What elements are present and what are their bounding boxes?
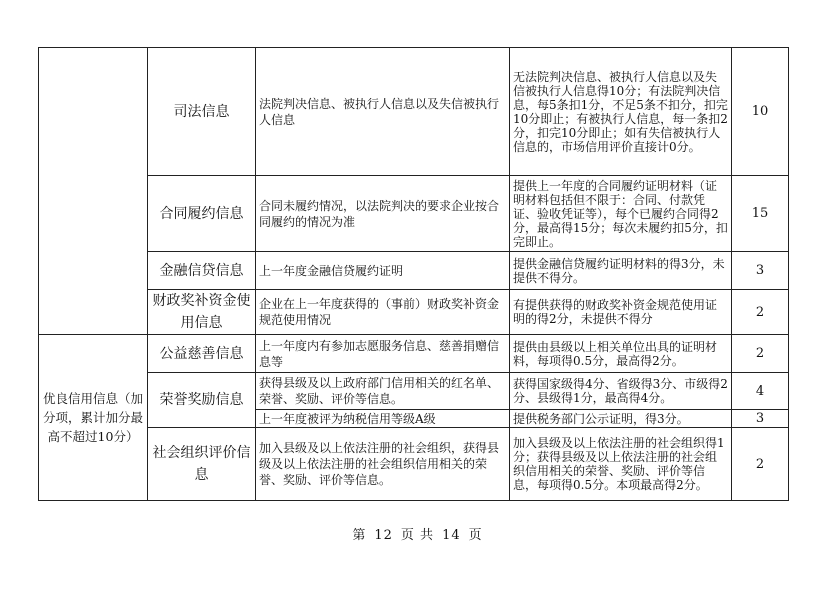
page-total: 14: [442, 528, 461, 543]
score-cell: 2: [732, 335, 789, 373]
criteria-cell: 提供税务部门公示证明，得3分。: [510, 410, 732, 428]
criteria-cell: 提供金融信贷履约证明材料的得3分，未提供不得分。: [510, 252, 732, 290]
score-cell: 15: [732, 176, 789, 252]
table-row: [39, 428, 789, 501]
footer-prefix: 第: [352, 528, 367, 543]
page-number: 12: [374, 528, 393, 543]
category-cell: 优良信用信息（加分项，累计加分最高不超过10分）: [39, 335, 148, 501]
score-cell: 4: [732, 373, 789, 410]
footer-suffix: 页: [468, 528, 483, 543]
table-row: [39, 48, 789, 176]
score-cell: 3: [732, 410, 789, 428]
table-row: [39, 373, 789, 410]
table-row: [39, 335, 789, 373]
score-cell: 10: [732, 48, 789, 176]
score-cell: 2: [732, 428, 789, 501]
item-cell: 社会组织评价信息: [148, 428, 256, 501]
item-cell: 金融信贷信息: [148, 252, 256, 290]
item-cell: 荣誉奖励信息: [148, 373, 256, 428]
content-cell: 企业在上一年度获得的（事前）财政奖补资金规范使用情况: [256, 290, 510, 335]
category-cell-empty: [39, 48, 148, 335]
item-cell: 财政奖补资金使用信息: [148, 290, 256, 335]
content-cell: 获得县级及以上政府部门信用相关的红名单、荣誉、奖励、评价等信息。: [256, 373, 510, 410]
criteria-cell: 无法院判决信息、被执行人信息以及失信被执行人信息得10分；有法院判决信息，每5条扣1分，不足5条不扣分，扣完10分即止；有被执行人信息，每一条扣2分，扣完10分即止；如有失信被执行人信息的，市场信用评价直接计0分。: [510, 48, 732, 176]
criteria-cell: 有提供获得的财政奖补资金规范使用证明的得2分，未提供不得分: [510, 290, 732, 335]
table-row: [39, 252, 789, 290]
content-cell: 上一年度内有参加志愿服务信息、慈善捐赠信息等: [256, 335, 510, 373]
page-footer: [0, 524, 835, 543]
score-cell: 3: [732, 252, 789, 290]
item-cell: 合同履约信息: [148, 176, 256, 252]
content-cell: 上一年度被评为纳税信用等级A级: [256, 410, 510, 428]
content-cell: 加入县级及以上依法注册的社会组织，获得县级及以上依法注册的社会组织信用相关的荣誉、奖励、评价等信息。: [256, 428, 510, 501]
item-cell: 公益慈善信息: [148, 335, 256, 373]
score-cell: 2: [732, 290, 789, 335]
criteria-cell: 提供由县级以上相关单位出具的证明材料，每项得0.5分，最高得2分。: [510, 335, 732, 373]
footer-middle: 页 共: [400, 528, 435, 543]
criteria-cell: 提供上一年度的合同履约证明材料（证明材料包括但不限于：合同、付款凭证、验收凭证等），每个已履约合同得2分，最高得15分；每次未履约扣5分，扣完即止。: [510, 176, 732, 252]
content-cell: 法院判决信息、被执行人信息以及失信被执行人信息: [256, 48, 510, 176]
credit-score-table: [38, 47, 789, 501]
criteria-cell: 加入县级及以上依法注册的社会组织得1分；获得县级及以上依法注册的社会组织信用相关的荣誉、奖励、评价等信息，每项得0.5分。本项最高得2分。: [510, 428, 732, 501]
content-cell: 上一年度金融信贷履约证明: [256, 252, 510, 290]
criteria-cell: 获得国家级得4分、省级得3分、市级得2分、县级得1分，最高得4分。: [510, 373, 732, 410]
table-row: [39, 290, 789, 335]
content-cell: 合同未履约情况，以法院判决的要求企业按合同履约的情况为准: [256, 176, 510, 252]
item-cell: 司法信息: [148, 48, 256, 176]
table-row: [39, 176, 789, 252]
